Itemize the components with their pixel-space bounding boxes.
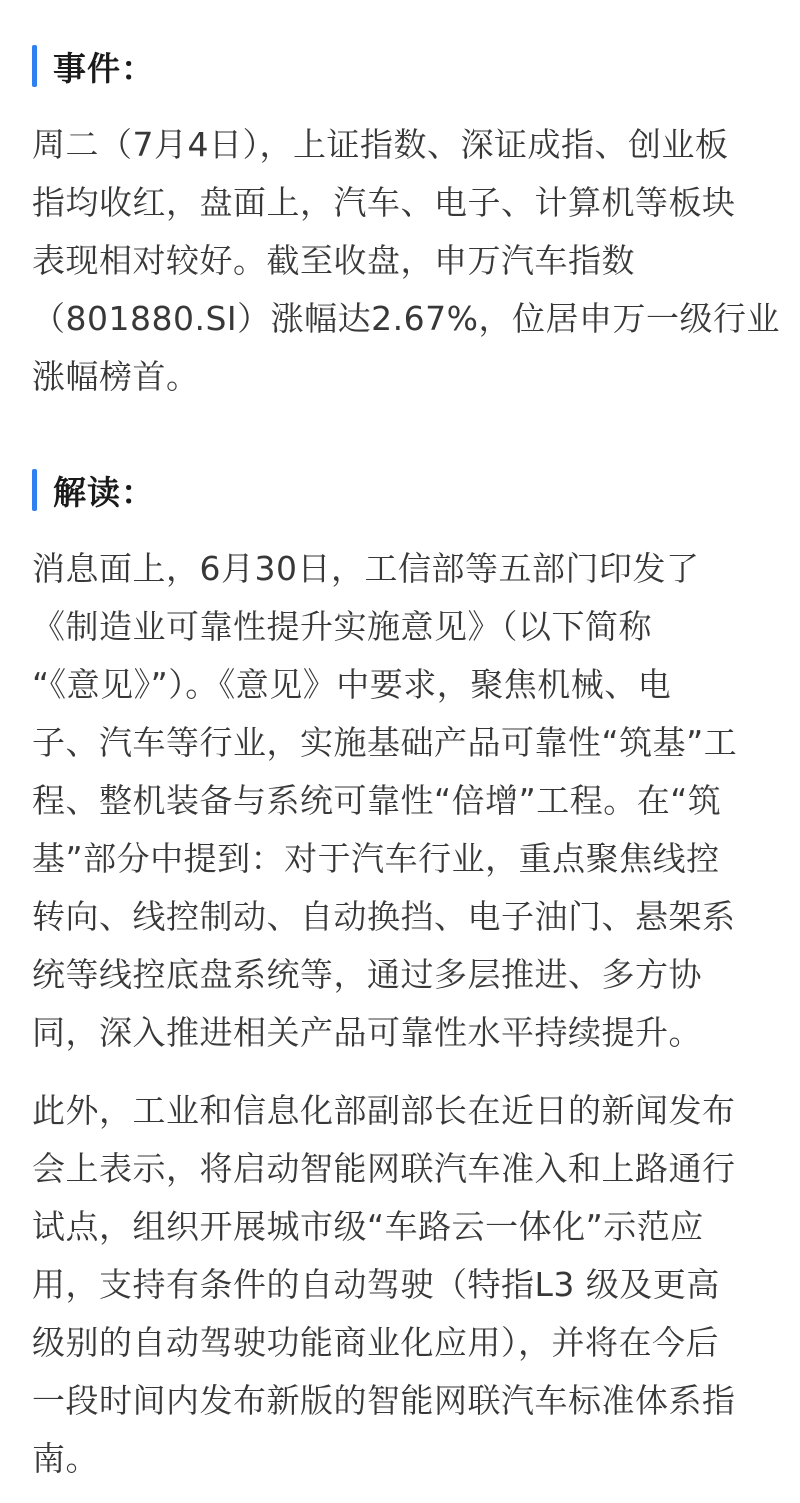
paragraph-line: 用，支持有条件的自动驾驶（特指L3 级及更高 <box>32 1265 720 1304</box>
heading-text: 事件： <box>53 48 155 88</box>
event-paragraph <box>32 116 780 406</box>
interpretation-paragraph-2 <box>32 1082 768 1488</box>
paragraph-line: 南。 <box>32 1439 99 1478</box>
paragraph-line: 级别的自动驾驶功能商业化应用），并将在今后 <box>32 1323 719 1362</box>
section-heading-event <box>32 42 155 90</box>
paragraph-line: 试点，组织开展城市级“车路云一体化”示范应 <box>32 1207 704 1246</box>
paragraph-line: 涨幅榜首。 <box>32 357 200 396</box>
paragraph-line: 周二（7月4日），上证指数、深证成指、创业板 <box>32 125 729 164</box>
paragraph-line: 会上表示，将启动智能网联汽车准入和上路通行 <box>32 1149 736 1188</box>
paragraph-line: 此外，工业和信息化部副部长在近日的新闻发布 <box>32 1091 736 1130</box>
paragraph-line: 《制造业可靠性提升实施意见》（以下简称 <box>32 607 652 646</box>
heading-accent-bar <box>32 469 37 511</box>
interpretation-paragraph-1 <box>32 540 768 1062</box>
paragraph-line: 消息面上，6月30日，工信部等五部门印发了 <box>32 549 700 588</box>
paragraph-line: （801880.SI）涨幅达2.67%，位居申万一级行业 <box>32 299 780 338</box>
paragraph-line: 表现相对较好。截至收盘，申万汽车指数 <box>32 241 635 280</box>
paragraph-line: 一段时间内发布新版的智能网联汽车标准体系指 <box>32 1381 736 1420</box>
heading-text: 解读： <box>53 472 155 512</box>
paragraph-line: 统等线控底盘系统等，通过多层推进、多方协 <box>32 955 702 994</box>
paragraph-line: “《意见》”）。《意见》中要求，聚焦机械、电 <box>32 665 672 704</box>
paragraph-line: 基”部分中提到：对于汽车行业，重点聚焦线控 <box>32 839 720 878</box>
heading-accent-bar <box>32 45 37 87</box>
section-heading-interpretation <box>32 466 155 514</box>
paragraph-line: 转向、线控制动、自动换挡、电子油门、悬架系 <box>32 897 736 936</box>
paragraph-line: 指均收红，盘面上，汽车、电子、计算机等板块 <box>32 183 736 222</box>
paragraph-line: 同，深入推进相关产品可靠性水平持续提升。 <box>32 1013 702 1052</box>
paragraph-line: 子、汽车等行业，实施基础产品可靠性“筑基”工 <box>32 723 738 762</box>
paragraph-line: 程、整机装备与系统可靠性“倍增”工程。在“筑 <box>32 781 722 820</box>
